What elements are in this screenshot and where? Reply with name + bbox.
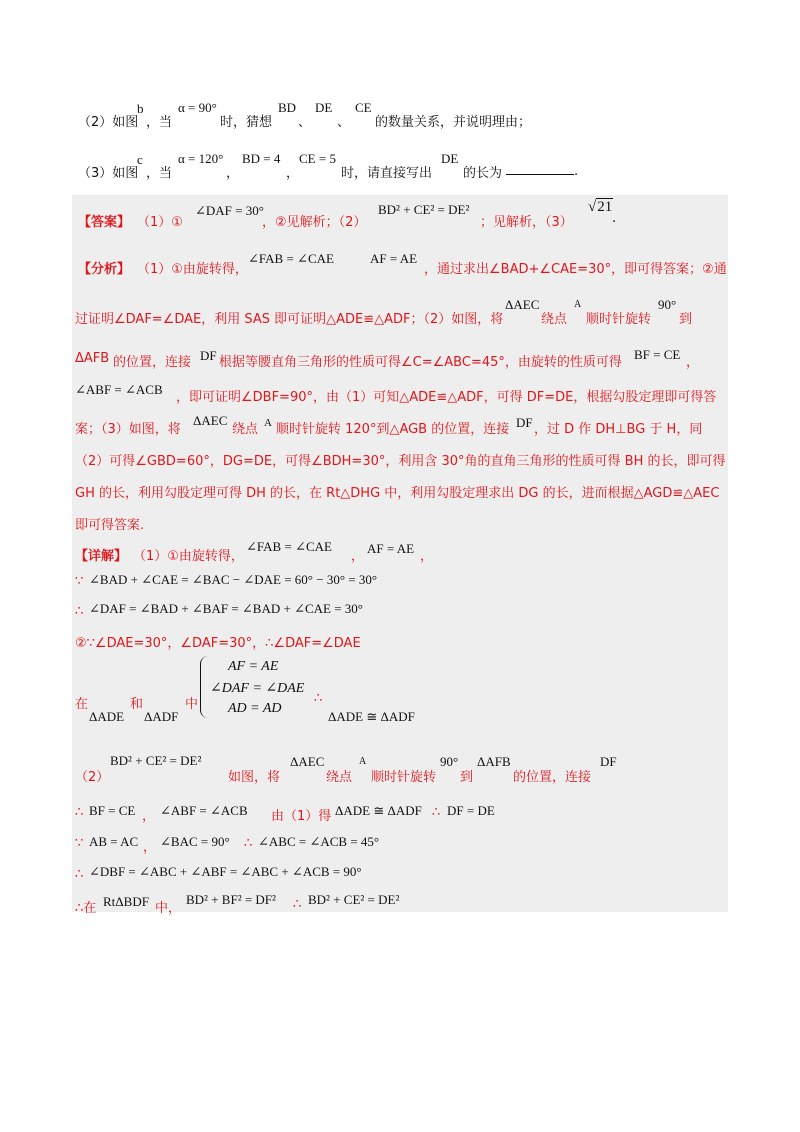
q2-de: DE: [315, 100, 333, 115]
q2-bd: BD: [278, 100, 297, 115]
analysis-l2-point: A: [574, 299, 582, 310]
detail-sys-2: ∠DAF = ∠DAE: [210, 681, 305, 696]
analysis-l2a: 过证明∠DAF=∠DAE，利用 SAS 即可证明△ADE≌△ADF；（2）如图，将: [75, 312, 504, 327]
detail-p2b: 如图，将: [228, 770, 281, 785]
answer-sqrt: √21: [588, 199, 613, 215]
detail-cong: ΔADE ≅ ΔADF: [328, 709, 415, 724]
detail-p2-deg: 90°: [440, 754, 459, 769]
analysis-l1b: ，通过求出∠BAD+∠CAE=30°，即可得答案；②通: [424, 262, 727, 277]
detail-r2c: ，: [143, 840, 157, 855]
detail-l4: ②∵∠DAE=30°，∠DAF=30°，∴∠DAF=∠DAE: [75, 636, 361, 651]
detail-p2-math: BD² + CE² = DE²: [110, 753, 202, 768]
detail-l1d: ，: [420, 549, 434, 564]
detail-r2-bac: ∠BAC = 90°: [160, 834, 230, 849]
detail-therefore-2: ∴: [314, 691, 323, 706]
detail-r1-df: DF = DE: [447, 803, 495, 818]
analysis-l5-tri: ΔAEC: [193, 413, 228, 428]
detail-therefore-1: ∴: [75, 604, 84, 619]
analysis-l2c: 顺时针旋转: [586, 312, 652, 327]
detail-r1d: 由（1）得: [271, 809, 332, 824]
detail-l1c: ，: [351, 549, 365, 564]
detail-r4c: 中，: [155, 901, 182, 916]
answer-p1: （1）①: [137, 215, 183, 230]
analysis-l4a: ，即可证明∠DBF=90°，由（1）可知△ADE≌△ADF，可得 DF=DE，根据勾股定理即可得答: [176, 390, 717, 405]
detail-p2e: 到: [460, 770, 474, 785]
q3-ce: CE = 5: [299, 151, 336, 166]
q3-answer-blank: .: [506, 162, 578, 179]
detail-r1-abf: ∠ABF = ∠ACB: [160, 803, 248, 818]
detail-r2-because: ∵: [75, 836, 84, 851]
detail-tri-ade: ΔADE: [89, 709, 125, 724]
detail-math-fab: ∠FAB = ∠CAE: [246, 539, 332, 554]
answer-p3: ；见解析，（3）: [480, 215, 573, 230]
detail-p2d: 顺时针旋转: [371, 770, 437, 785]
analysis-l3c: 根据等腰直角三角形的性质可得∠C=∠ABC=45°，由旋转的性质可得: [219, 355, 622, 370]
answer-math-2: BD² + CE² = DE²: [378, 202, 470, 217]
q2-ce: CE: [355, 100, 372, 115]
analysis-l2-deg: 90°: [658, 297, 677, 312]
detail-p2c: 绕点: [326, 770, 353, 785]
detail-p2a: （2）: [75, 770, 110, 785]
system-brace: [200, 656, 209, 718]
detail-mid: 中: [185, 697, 199, 712]
analysis-l5-point: A: [264, 417, 272, 429]
detail-p2f: 的位置，连接: [513, 770, 592, 785]
analysis-l2d: 到: [679, 312, 693, 327]
detail-and: 和: [130, 697, 144, 712]
analysis-l3-df: DF: [200, 348, 217, 363]
answer-p2: ，②见解析；（2）: [262, 215, 367, 230]
detail-r1c: ，: [142, 809, 156, 824]
q3-bd: BD = 4: [242, 151, 281, 166]
analysis-l5d: ，过 D 作 DH⊥BG 于 H，同: [534, 422, 703, 437]
answer-math-1: ∠DAF = 30°: [195, 203, 264, 218]
detail-sys-3: AD = AD: [228, 701, 282, 716]
q3-when: ，当: [146, 166, 173, 181]
analysis-math-af: AF = AE: [370, 251, 418, 266]
detail-r3-dbf: ∠DBF = ∠ABC + ∠ABF = ∠ABC + ∠ACB = 90°: [89, 864, 362, 879]
detail-r1e: ∴: [432, 805, 441, 820]
answer-tag: 【答案】: [78, 215, 131, 230]
detail-r2-ab: AB = AC: [89, 834, 139, 849]
q3-prefix: （3）如图: [78, 166, 139, 181]
q2-guess-text: 时，猜想: [220, 115, 273, 130]
q2-prefix: （2）如图: [78, 115, 139, 130]
detail-r4-eq1: BD² + BF² = DF²: [186, 892, 276, 907]
q3-rest: 的长为: [463, 166, 503, 181]
analysis-l7: GH 的长，利用勾股定理可得 DH 的长，在 Rt△DHG 中，利用勾股定理求出 DG 的长，进而根据△AGD≌△AEC: [75, 486, 720, 501]
detail-tag: 【详解】: [75, 549, 128, 564]
analysis-l5b: 绕点: [232, 422, 259, 437]
detail-because-1: ∵: [75, 574, 84, 589]
detail-p2-afb: ΔAFB: [477, 754, 511, 769]
q2-figure-label: b: [137, 101, 144, 116]
detail-math-line3: ∠DAF = ∠BAD + ∠BAF = ∠BAD + ∠CAE = 30°: [89, 601, 364, 616]
q3-write-text: 时，请直接写出: [341, 166, 433, 181]
analysis-l2-tri: ΔAEC: [505, 297, 540, 312]
detail-r2-abc: ∠ABC = ∠ACB = 45°: [258, 834, 380, 849]
answer-end: .: [612, 211, 617, 226]
detail-r3-therefore: ∴: [75, 867, 84, 882]
analysis-l5c: 顺时针旋转 120°到△AGB 的位置，连接: [276, 422, 510, 437]
detail-r4e: ∴: [293, 897, 302, 912]
q3-comma1: ，: [226, 166, 240, 181]
detail-p2-tri: ΔAEC: [290, 754, 325, 769]
detail-in: 在: [75, 697, 89, 712]
analysis-tag: 【分析】: [78, 262, 131, 277]
detail-math-line2: ∠BAD + ∠CAE = ∠BAC − ∠DAE = 60° − 30° = 30°: [89, 572, 378, 587]
detail-r4-in: ∴在: [75, 901, 97, 916]
analysis-l1a: （1）①由旋转得，: [137, 262, 248, 277]
q2-rest: 的数量关系，并说明理由；: [375, 115, 532, 130]
analysis-l3b: 的位置，连接: [113, 355, 192, 370]
analysis-l5-df: DF: [516, 415, 533, 430]
q2-alpha: α = 90°: [178, 100, 217, 115]
detail-l1a: （1）①由旋转得，: [133, 549, 244, 564]
q2-sep2: 、: [337, 115, 351, 130]
detail-tri-adf: ΔADF: [144, 709, 179, 724]
detail-r1-therefore: ∴: [75, 805, 84, 820]
q3-alpha: α = 120°: [178, 151, 224, 166]
q2-when: ，当: [146, 115, 173, 130]
analysis-l3-bf: BF = CE: [634, 347, 681, 362]
analysis-math-fab: ∠FAB = ∠CAE: [248, 251, 334, 266]
detail-r2e: ∴: [244, 836, 253, 851]
q3-comma2: ，: [286, 166, 300, 181]
detail-r1-cong: ΔADE ≅ ΔADF: [335, 803, 422, 818]
detail-p2-point: A: [359, 756, 367, 767]
detail-sys-1: AF = AE: [228, 659, 279, 674]
q3-figure-label: c: [137, 152, 143, 167]
analysis-l8: 即可得答案.: [75, 518, 145, 533]
analysis-l3a: ΔAFB: [75, 351, 110, 366]
q3-de: DE: [441, 151, 459, 166]
analysis-l5a: 案；（3）如图，将: [75, 422, 181, 437]
analysis-l3d: ，: [686, 355, 700, 370]
detail-r4-rt: RtΔBDF: [103, 894, 149, 909]
analysis-l2b: 绕点: [541, 312, 568, 327]
detail-r1-bf: BF = CE: [89, 803, 136, 818]
detail-math-af: AF = AE: [367, 541, 415, 556]
analysis-l4-abf: ∠ABF = ∠ACB: [75, 382, 163, 397]
detail-p2-df: DF: [600, 754, 617, 769]
detail-r4-eq2: BD² + CE² = DE²: [308, 892, 400, 907]
q2-sep1: 、: [298, 115, 312, 130]
analysis-l6: （2）可得∠GBD=60°，DG=DE，可得∠BDH=30°，利用含 30°角的直角三角形的性质可得 BH 的长，即可得: [75, 454, 726, 469]
